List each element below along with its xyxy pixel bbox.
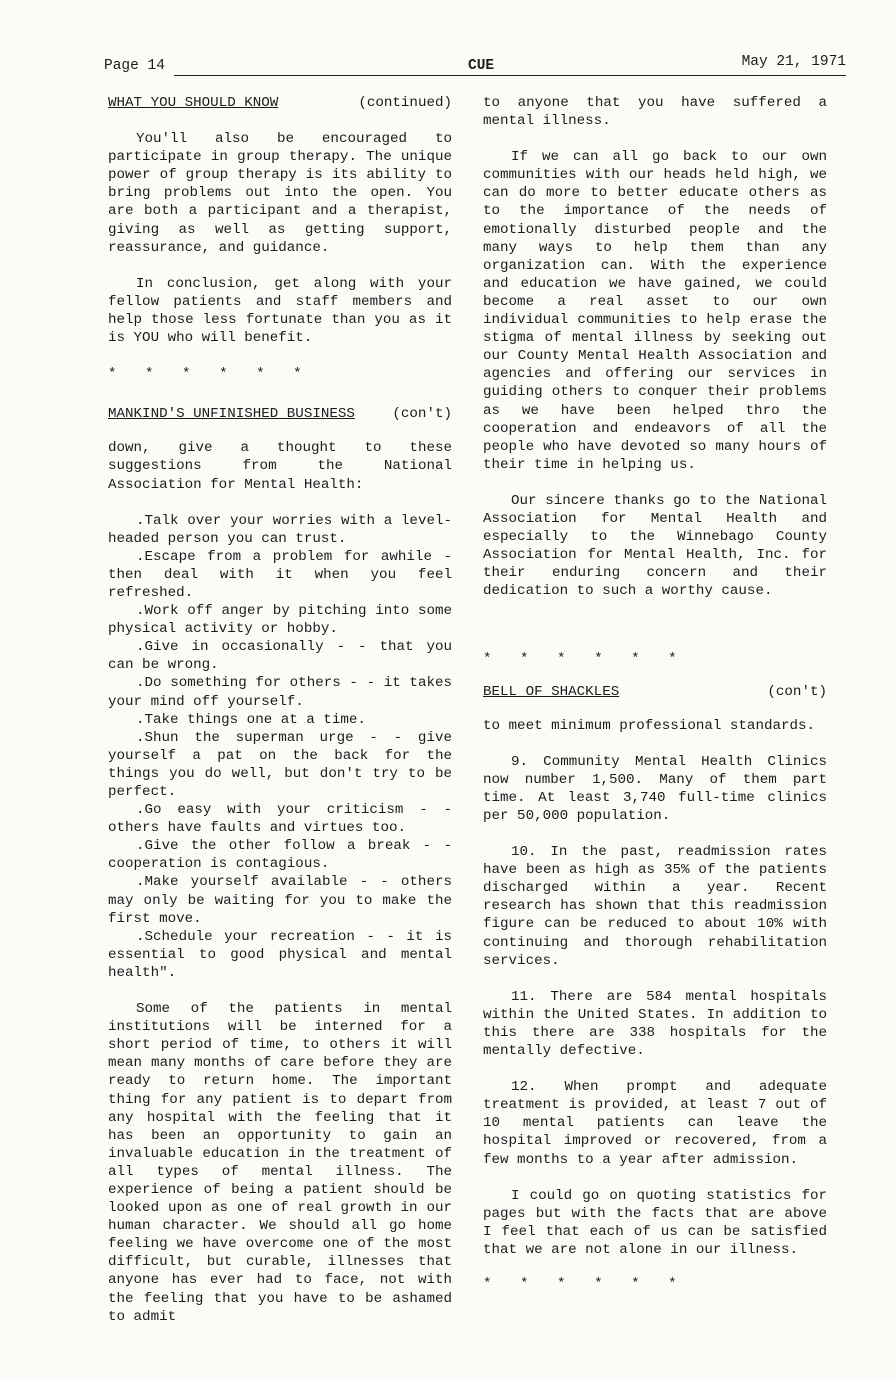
paragraph: If we can all go back to our own communities with our heads held high, we can do more to better educate others as to the importance of the needs of emotionally disturbed people and the many ways to help them than any organization can. With the experience and education we have gained, we could become a real asset to our own individual communities to help erase the stigma of mental illness by seeking out our County Mental Health Association and agencies and offering our services in guiding others to conquer their problems as we have been helped thro the cooperation and endeavors of all the people who have devoted so many hours of their time in helping us. — [483, 149, 827, 473]
paragraph: Our sincere thanks go to the National Association for Mental Health and especially to the Winnebago County Association for Mental Health, Inc. for their enduring concern and their dedication to such a worthy cause. — [483, 492, 827, 600]
section-note: (con't) — [767, 683, 827, 700]
section-divider: * * * * * * — [108, 366, 312, 383]
left-column — [108, 94, 452, 1326]
section-divider: * * * * * * — [483, 1275, 687, 1292]
page-number: Page 14 — [104, 58, 165, 74]
list-item: .Go easy with your criticism - - others have faults and virtues too. — [108, 802, 452, 837]
paragraph: In conclusion, get along with your fellow patients and staff members and help those less fortunate than you as it is YOU who will benefit. — [108, 275, 452, 347]
section-title: WHAT YOU SHOULD KNOW — [108, 95, 279, 111]
page-header — [104, 54, 846, 80]
section-heading-what-you-should-know — [108, 94, 452, 112]
suggestion-list — [108, 512, 452, 982]
list-item: .Give the other follow a break - - cooperation is contagious. — [108, 838, 452, 873]
list-item: .Shun the superman urge - - give yourself a pat on the back for the things you do well, but don't try to be perfect. — [108, 729, 452, 800]
list-item: 12. When prompt and adequate treatment is provided, at least 7 out of 10 mental patients can leave the hospital improved or recovered, from a few months to a year after admission. — [483, 1079, 827, 1168]
list-item: 11. There are 584 mental hospitals within the United States. In addition to this there are 338 hospitals for the mentally defective. — [483, 988, 827, 1060]
list-item: .Do something for others - - it takes your mind off yourself. — [108, 675, 452, 710]
section-note: (con't) — [392, 406, 452, 423]
list-item: .Take things one at a time. — [136, 711, 366, 728]
paragraph: down, give a thought to these suggestions from the National Association for Mental Health: — [108, 440, 452, 493]
list-item: .Work off anger by pitching into some physical activity or hobby. — [108, 603, 452, 638]
paragraph: to meet minimum professional standards. — [483, 717, 816, 734]
section-divider: * * * * * * — [483, 651, 687, 668]
paragraph: You'll also be encouraged to participate in group therapy. The unique power of group therapy is its ability to bring problems out into the open. You are both a participant and a therapist, giving as well as getting support, reassurance, and guidance. — [108, 131, 452, 256]
list-item: .Give in occasionally - - that you can be wrong. — [108, 639, 452, 674]
section-heading-mankinds-unfinished-business — [108, 405, 452, 423]
list-item: .Escape from a problem for awhile - then deal with it when you feel refreshed. — [108, 548, 452, 601]
header-rule — [174, 75, 846, 76]
section-title: MANKIND'S UNFINISHED BUSINESS — [108, 406, 355, 423]
paragraph: to anyone that you have suffered a mental illness. — [483, 95, 827, 130]
paragraph: Some of the patients in mental institutions will be interned for a short period of time, to others it will mean many months of care before they are ready to return home. The important thing for any patient is to depart from any hospital with the feeling that it has been an opportunity to gain an invaluable education in the treatment of all types of mental illness. The experience of being a patient should be looked upon as one of real growth in our human character. We should all go home feeling we have overcome one of the most difficult, but curable, illnesses that anyone has ever had to face, not with the feeling that you have to be ashamed to admit — [108, 1001, 452, 1325]
section-title: BELL OF SHACKLES — [483, 683, 620, 700]
list-item: 10. In the past, readmission rates have been as high as 35% of the patients discharged within a year. Recent research has shown that this readmission figure can be reduced to about 10% with continuing and thorough rehabilitation services. — [483, 844, 827, 969]
list-item: .Make yourself available - - others may only be waiting for you to make the first move. — [108, 874, 452, 927]
list-item: .Talk over your worries with a level-headed person you can trust. — [108, 512, 452, 547]
list-item: 9. Community Mental Health Clinics now number 1,500. Many of them part time. At least 3,740 full-time clinics per 50,000 population. — [483, 753, 827, 824]
publication-title: CUE — [468, 58, 495, 74]
list-item: .Schedule your recreation - - it is essential to good physical and mental health". — [108, 928, 452, 981]
issue-date: May 21, 1971 — [741, 54, 846, 70]
section-note: (continued) — [358, 95, 452, 111]
section-heading-bell-of-shackles — [483, 683, 827, 701]
right-column — [483, 94, 827, 1293]
paragraph: I could go on quoting statistics for pages but with the facts that are above I feel that each of us can be satisfied that we are not alone in our illness. — [483, 1187, 827, 1258]
